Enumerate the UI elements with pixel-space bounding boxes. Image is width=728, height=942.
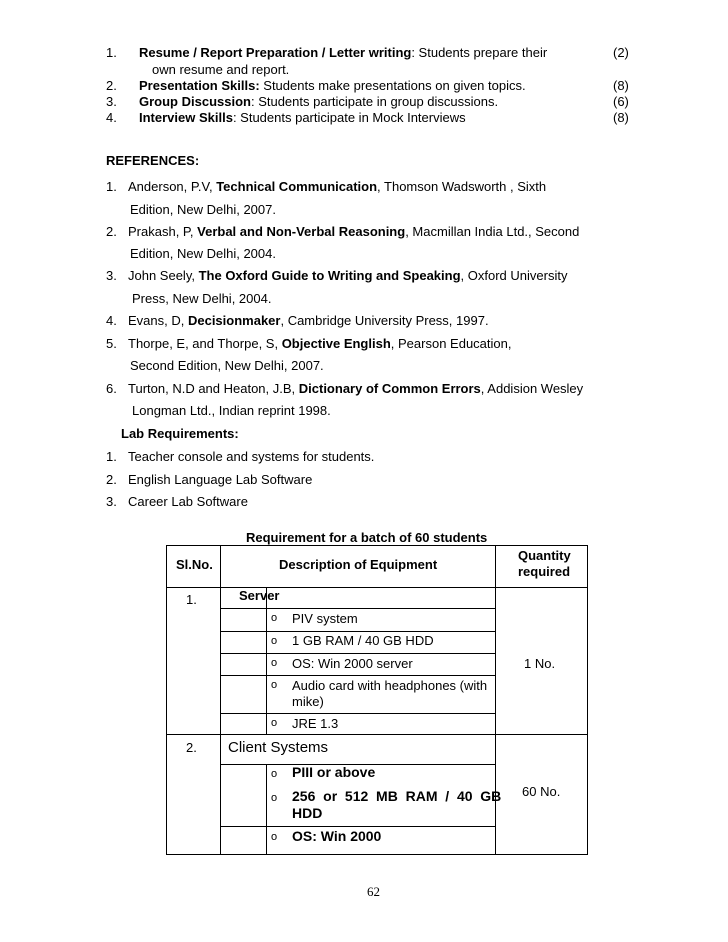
bullet-icon: o: [271, 768, 278, 780]
lab-item-number: 1.: [106, 449, 117, 464]
spec-item: OS: Win 2000: [292, 828, 382, 844]
bullet-icon: o: [271, 679, 278, 691]
column-divider: [220, 546, 221, 854]
column-divider: [495, 546, 496, 854]
row-divider: [220, 608, 496, 609]
reference-item: Turton, N.D and Heaton, J.B, Dictionary of Common Errors, Addision Wesley: [128, 381, 584, 396]
header-quantity: Quantity: [518, 548, 571, 563]
table-caption: Requirement for a batch of 60 students: [246, 530, 488, 545]
bullet-icon: o: [271, 717, 278, 729]
activity-text: Interview Skills: Students participate in Mock Interviews: [139, 110, 466, 125]
row-title: Server: [239, 588, 280, 603]
spec-item-continuation: HDD: [292, 805, 323, 821]
bullet-icon: o: [271, 657, 278, 669]
row-divider: [167, 587, 587, 588]
reference-item: Prakash, P, Verbal and Non-Verbal Reasoning, Macmillan India Ltd., Second: [128, 224, 580, 239]
header-description: Description of Equipment: [279, 557, 438, 572]
lab-item: English Language Lab Software: [128, 472, 313, 487]
bullet-icon: o: [271, 831, 278, 843]
spec-item: 1 GB RAM / 40 GB HDD: [292, 633, 434, 648]
page-number: 62: [367, 884, 380, 899]
spec-item-continuation: mike): [292, 694, 324, 709]
row-divider: [220, 675, 496, 676]
reference-number: 2.: [106, 224, 117, 239]
activity-number: 2.: [106, 78, 117, 93]
activity-number: 3.: [106, 94, 117, 109]
reference-continuation: Edition, New Delhi, 2004.: [130, 246, 276, 261]
row-divider: [220, 653, 496, 654]
reference-continuation: Longman Ltd., Indian reprint 1998.: [132, 403, 331, 418]
reference-item: Evans, D, Decisionmaker, Cambridge University Press, 1997.: [128, 313, 489, 328]
lab-requirements-heading: Lab Requirements:: [121, 426, 239, 441]
spec-item: Audio card with headphones (with: [292, 678, 488, 693]
row-slno: 2.: [186, 740, 197, 755]
lab-item: Teacher console and systems for students.: [128, 449, 375, 464]
activity-continuation: own resume and report.: [152, 62, 290, 77]
activity-text: Resume / Report Preparation / Letter writing: Students prepare their: [139, 45, 548, 60]
reference-number: 1.: [106, 179, 117, 194]
row-divider: [220, 713, 496, 714]
reference-continuation: Edition, New Delhi, 2007.: [130, 202, 276, 217]
reference-number: 6.: [106, 381, 117, 396]
lab-item-number: 3.: [106, 494, 117, 509]
activity-text: Presentation Skills: Students make presentations on given topics.: [139, 78, 526, 93]
bullet-icon: o: [271, 612, 278, 624]
spec-item: OS: Win 2000 server: [292, 656, 413, 671]
column-divider: [266, 587, 267, 734]
row-slno: 1.: [186, 592, 197, 607]
row-title: Client Systems: [228, 739, 329, 756]
bullet-icon: o: [271, 635, 278, 647]
activity-marks: (8): [613, 110, 629, 125]
reference-item: Anderson, P.V, Technical Communication, Thomson Wadsworth , Sixth: [128, 179, 547, 194]
row-quantity: 1 No.: [524, 656, 556, 671]
activity-number: 4.: [106, 110, 117, 125]
row-divider: [220, 826, 496, 827]
header-slno: Sl.No.: [176, 557, 213, 572]
reference-continuation: Second Edition, New Delhi, 2007.: [130, 358, 324, 373]
reference-item: John Seely, The Oxford Guide to Writing and Speaking, Oxford University: [128, 268, 568, 283]
references-heading: REFERENCES:: [106, 153, 200, 168]
row-quantity: 60 No.: [522, 784, 561, 799]
activity-text: Group Discussion: Students participate in group discussions.: [139, 94, 499, 109]
reference-item: Thorpe, E, and Thorpe, S, Objective English, Pearson Education,: [128, 336, 512, 351]
equipment-table: [166, 545, 588, 855]
row-divider: [167, 734, 587, 735]
lab-item: Career Lab Software: [128, 494, 248, 509]
reference-number: 5.: [106, 336, 117, 351]
spec-item: 256 or 512 MB RAM / 40 GB: [292, 788, 502, 804]
activity-marks: (8): [613, 78, 629, 93]
reference-number: 3.: [106, 268, 117, 283]
reference-number: 4.: [106, 313, 117, 328]
spec-item: PIII or above: [292, 764, 376, 780]
bullet-icon: o: [271, 792, 278, 804]
row-divider: [220, 631, 496, 632]
header-quantity: required: [518, 564, 571, 579]
lab-item-number: 2.: [106, 472, 117, 487]
activity-marks: (2): [613, 45, 629, 60]
activity-number: 1.: [106, 45, 117, 60]
spec-item: JRE 1.3: [292, 716, 339, 731]
activity-marks: (6): [613, 94, 629, 109]
spec-item: PIV system: [292, 611, 358, 626]
column-divider: [266, 764, 267, 854]
reference-continuation: Press, New Delhi, 2004.: [132, 291, 272, 306]
